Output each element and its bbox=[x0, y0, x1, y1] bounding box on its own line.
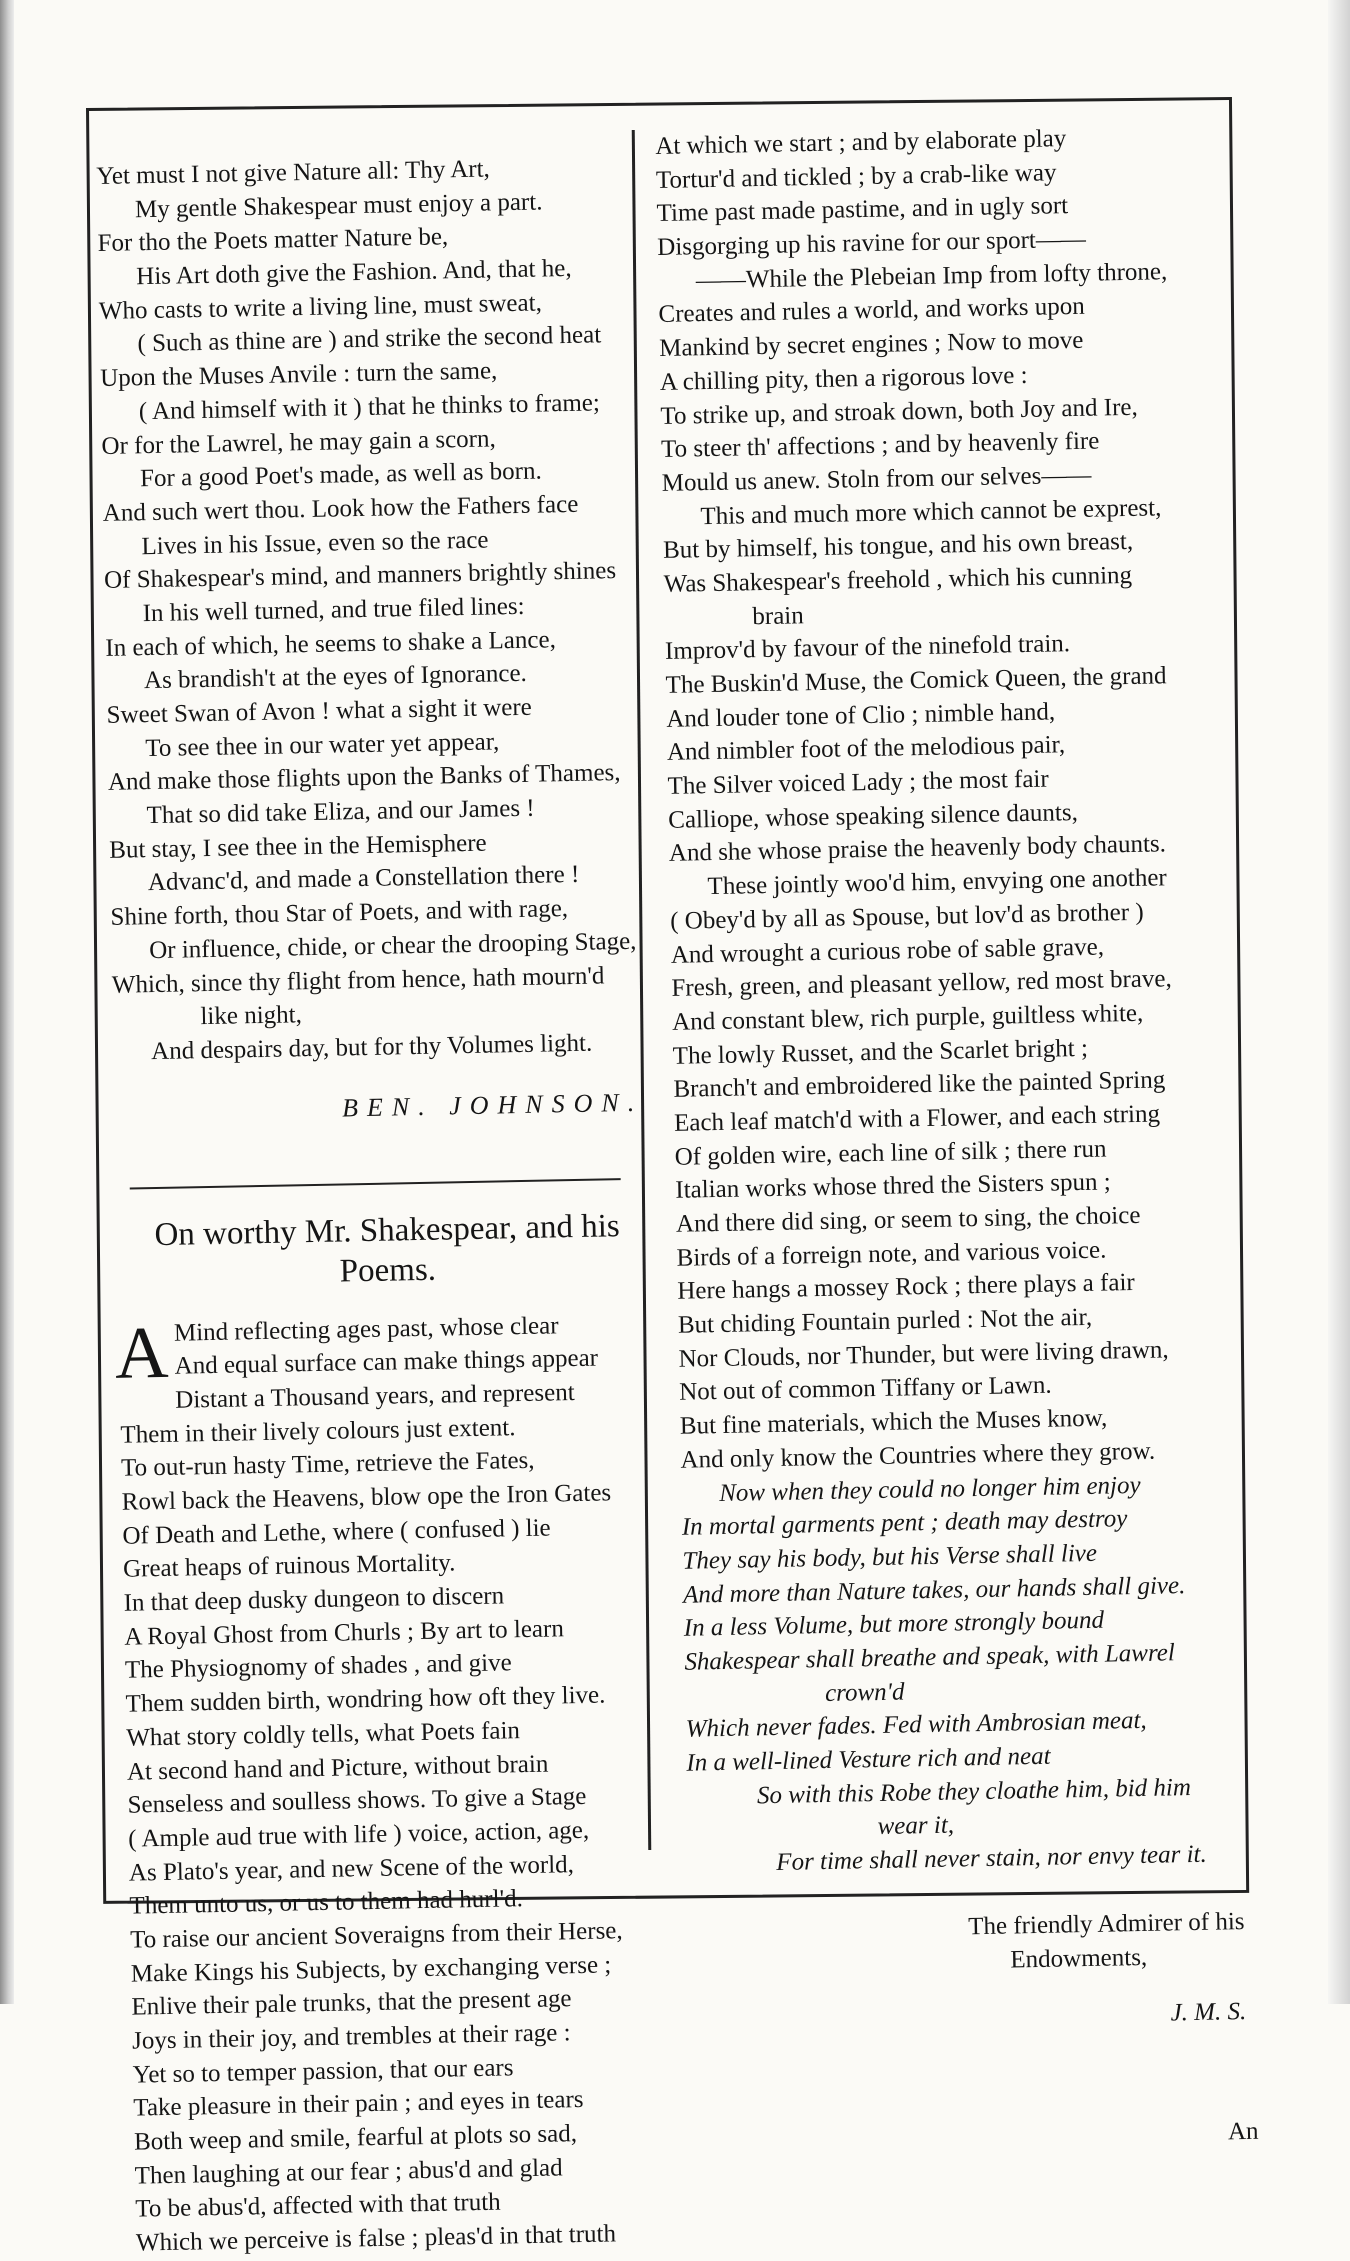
poem-line: Mind reflecting ages past, whose clear bbox=[173, 1311, 559, 1347]
poem-line: Distant a Thousand years, and represent bbox=[175, 1378, 575, 1414]
poem-line: brain bbox=[752, 601, 804, 630]
poem-line: But by himself, his tongue, and his own breast, bbox=[662, 528, 1134, 565]
left-poem bbox=[96, 150, 658, 1070]
poem-line: But fine materials, which the Muses know, bbox=[679, 1404, 1108, 1440]
poem-line: Yet must I not give Nature all: Thy Art, bbox=[96, 155, 491, 190]
poem-line: Of Death and Lethe, where ( confused ) lie bbox=[122, 1514, 551, 1550]
right-column bbox=[655, 119, 1269, 2159]
catchword: An bbox=[1227, 2117, 1259, 2146]
poem-line: To out-run hasty Time, retrieve the Fates, bbox=[120, 1447, 535, 1483]
poem-line: Senseless and soulless shows. To give a Stage bbox=[127, 1783, 587, 1819]
poem-line: These jointly woo'd him, envying one another bbox=[707, 864, 1167, 901]
poem-line: They say his body, but his Verse shall live bbox=[682, 1539, 1098, 1575]
poem-line: And constant blew, rich purple, guiltless white, bbox=[671, 999, 1144, 1036]
poem-line: And despairs day, but for thy Volumes light. bbox=[150, 1029, 593, 1065]
poem-line: And louder tone of Clio ; nimble hand, bbox=[666, 698, 1056, 733]
author-initials: J. M. S. bbox=[1170, 1997, 1247, 2027]
poem-line: To strike up, and stroak down, both Joy and Ire, bbox=[660, 393, 1139, 430]
poem-line: For a good Poet's made, as well as born. bbox=[139, 457, 542, 493]
poem-line: And wrought a curious robe of sable grave, bbox=[670, 933, 1105, 969]
left-column bbox=[96, 150, 681, 2261]
poem-line: A Royal Ghost from Churls ; By art to learn bbox=[124, 1615, 565, 1651]
poem-line: Joys in their joy, and trembles at their rage : bbox=[131, 2019, 571, 2055]
poem-line: For time shall never stain, nor envy tear it. bbox=[776, 1840, 1207, 1877]
poem-line: In mortal garments pent ; death may destroy bbox=[681, 1505, 1128, 1541]
poem-line: In each of which, he seems to shake a Lance, bbox=[105, 625, 557, 662]
poem-line: As Plato's year, and new Scene of the world, bbox=[128, 1850, 575, 1887]
poem-line: So with this Robe they cloathe him, bid him bbox=[756, 1773, 1192, 1810]
poem-line: Nor Clouds, nor Thunder, but were living drawn, bbox=[678, 1336, 1169, 1373]
poem-line: Disgorging up his ravine for our sport—— bbox=[656, 225, 1087, 262]
poem-line: To be abus'd, affected with that truth bbox=[135, 2189, 501, 2224]
second-poem-lines bbox=[118, 1307, 681, 2261]
poem-line: Them unto us, or us to them had hurl'd. bbox=[129, 1885, 524, 1920]
poem-line: At second hand and Picture, without brain bbox=[126, 1750, 549, 1786]
poem-line: To see thee in our water yet appear, bbox=[145, 728, 500, 762]
poem-line: To raise our ancient Soveraigns from their Herse, bbox=[129, 1917, 623, 1954]
poem-line: Them sudden birth, wondring how oft they live. bbox=[125, 1681, 606, 1718]
poem-line: Mould us anew. Stoln from our selves—— bbox=[661, 461, 1092, 497]
poem-line: Both weep and smile, fearful at plots so sad, bbox=[133, 2120, 578, 2156]
poem-line: Yet so to temper passion, that our ears bbox=[132, 2054, 514, 2089]
poem-line: Of golden wire, each line of silk ; there run bbox=[674, 1135, 1107, 1171]
poem-line: But chiding Fountain purled : Not the air, bbox=[677, 1303, 1093, 1339]
right-poem bbox=[655, 119, 1264, 1881]
poem-line: The Buskin'd Muse, the Comick Queen, the grand bbox=[665, 662, 1167, 699]
section-separator bbox=[130, 1178, 621, 1189]
poem-line: This and much more which cannot be exprest, bbox=[700, 493, 1162, 530]
poem-line: Which, since thy flight from hence, hath mourn'd bbox=[111, 961, 605, 999]
poem-line: Lives in his Issue, even so the race bbox=[141, 526, 489, 560]
poem-line: And make those flights upon the Banks of Thames, bbox=[107, 759, 621, 797]
signature: BEN. JOHNSON. bbox=[341, 1087, 644, 1123]
poem-line: Tortur'd and tickled ; by a crab-like way bbox=[655, 158, 1057, 194]
poem-line: Here hangs a mossey Rock ; there plays a fair bbox=[677, 1269, 1135, 1306]
page-edge bbox=[1328, 0, 1350, 2004]
poem-line: Shine forth, thou Star of Poets, and with rage, bbox=[110, 895, 569, 931]
poem-line: Or influence, chide, or chear the drooping Stage, bbox=[148, 927, 637, 964]
poem-line: Of Shakespear's mind, and manners brightly shines bbox=[103, 557, 617, 595]
poem-line: Sweet Swan of Avon ! what a sight it were bbox=[106, 693, 533, 729]
poem-line: The Silver voiced Lady ; the most fair bbox=[667, 765, 1049, 800]
poem-line: ——While the Plebeian Imp from lofty throne, bbox=[695, 257, 1168, 294]
poem-line: And more than Nature takes, our hands shall give. bbox=[682, 1571, 1186, 1609]
poem-line: Which we perceive is false ; pleas'd in that truth bbox=[135, 2220, 617, 2257]
poem-line: In his well turned, and true filed lines: bbox=[142, 592, 525, 628]
poem-line: Take pleasure in their pain ; and eyes in tears bbox=[133, 2086, 584, 2123]
poem-title: On worthy Mr. Shakespear, and his Poems. bbox=[154, 1207, 620, 1290]
poem-line: At which we start ; and by elaborate play bbox=[655, 125, 1067, 160]
binding-edge bbox=[0, 0, 14, 2004]
poem-line: His Art doth give the Fashion. And, that he, bbox=[135, 254, 572, 291]
poem-line: What story coldly tells, what Poets fain bbox=[126, 1716, 521, 1752]
poem-line: Italian works whose thred the Sisters spun ; bbox=[675, 1168, 1111, 1205]
poem-line: Creates and rules a world, and works upon bbox=[658, 293, 1086, 329]
poem-line: Or for the Lawrel, he may gain a scorn, bbox=[101, 424, 496, 460]
poem-line: That so did take Eliza, and our James ! bbox=[146, 794, 535, 830]
poem-line: And she whose praise the heavenly body chaunts. bbox=[668, 830, 1167, 868]
poem-line: Birds of a forreign note, and various voice. bbox=[676, 1236, 1107, 1272]
poem-line: And only know the Countries where they grow. bbox=[680, 1437, 1156, 1474]
admirer-line-2: Endowments, bbox=[1010, 1943, 1148, 1974]
poem-line: And equal surface can make things appear bbox=[174, 1344, 599, 1380]
poem-line: And such wert thou. Look how the Fathers face bbox=[102, 490, 579, 527]
poem-line: Not out of common Tiffany or Lawn. bbox=[678, 1372, 1052, 1407]
poem-line: Improv'd by favour of the ninefold train. bbox=[664, 630, 1071, 666]
poem-line: ( And himself with it ) that he thinks to frame; bbox=[138, 389, 601, 426]
poem-line: Shakespear shall breathe and speak, with Lawrel bbox=[684, 1639, 1176, 1676]
poem-line: Then laughing at our fear ; abus'd and glad bbox=[134, 2154, 563, 2190]
poem-line: Branch't and embroidered like the painted Spring bbox=[673, 1066, 1166, 1104]
poem-line: ( Such as thine are ) and strike the second heat bbox=[137, 321, 602, 358]
poem-line: Rowl back the Heavens, blow ope the Iron Gates bbox=[121, 1479, 612, 1516]
poem-line: And there did sing, or seem to sing, the choice bbox=[675, 1201, 1141, 1238]
poem-line: Now when they could no longer him enjoy bbox=[718, 1471, 1141, 1507]
poem-line: In that deep dusky dungeon to discern bbox=[123, 1582, 505, 1617]
poem-line: Which never fades. Fed with Ambrosian meat, bbox=[685, 1707, 1147, 1744]
poem-line: Who casts to write a living line, must sweat, bbox=[98, 289, 543, 325]
drop-cap: A bbox=[114, 1311, 170, 1395]
poem-line: like night, bbox=[200, 1001, 303, 1031]
poem-line: Was Shakespear's freehold , which his cunning bbox=[663, 561, 1133, 598]
poem-line: My gentle Shakespear must enjoy a part. bbox=[134, 188, 543, 223]
poem-line: Make Kings his Subjects, by exchanging verse ; bbox=[130, 1951, 612, 1988]
poem-line: To steer th' affections ; and by heavenly fire bbox=[660, 427, 1100, 464]
poem-line: And nimbler foot of the melodious pair, bbox=[666, 731, 1066, 767]
poem-line: Fresh, green, and pleasant yellow, red most brave, bbox=[671, 965, 1172, 1003]
poem-line: The Physiognomy of shades , and give bbox=[124, 1649, 512, 1685]
poem-line: ( Obey'd by all as Spouse, but lov'd as brother ) bbox=[669, 898, 1144, 935]
poem-line: crown'd bbox=[824, 1678, 905, 1707]
poem-line: The lowly Russet, and the Scarlet bright ; bbox=[672, 1034, 1089, 1070]
poem-line: ( Ample aud true with life ) voice, action, age, bbox=[127, 1816, 590, 1853]
poem-line: Enlive their pale trunks, that the present age bbox=[131, 1985, 572, 2021]
poem-line: Mankind by secret engines ; Now to move bbox=[658, 326, 1084, 363]
admirer-line: The friendly Admirer of his bbox=[967, 1907, 1245, 1941]
poem-line: Each leaf match'd with a Flower, and each string bbox=[673, 1100, 1161, 1137]
poem-line: Them in their lively colours just extent. bbox=[120, 1413, 516, 1449]
poem-line: Great heaps of ruinous Mortality. bbox=[122, 1549, 456, 1584]
poem-line: wear it, bbox=[877, 1811, 955, 1841]
poem-line: But stay, I see thee in the Hemisphere bbox=[108, 829, 487, 864]
poem-line: As brandish't at the eyes of Ignorance. bbox=[143, 660, 528, 695]
poem-line: For tho the Poets matter Nature be, bbox=[97, 223, 449, 258]
poem-line: Time past made pastime, and in ugly sort bbox=[656, 192, 1069, 228]
poem-line: Advanc'd, and made a Constellation there ! bbox=[147, 861, 580, 897]
poem-line: In a well-lined Vesture rich and neat bbox=[686, 1742, 1051, 1777]
poem-line: In a less Volume, but more strongly bound bbox=[683, 1606, 1105, 1642]
poem-line: Upon the Muses Anvile : turn the same, bbox=[99, 357, 498, 393]
second-poem bbox=[114, 1307, 681, 2261]
poem-line: A chilling pity, then a rigorous love : bbox=[659, 361, 1028, 396]
poem-line: Calliope, whose speaking silence daunts, bbox=[667, 798, 1079, 834]
